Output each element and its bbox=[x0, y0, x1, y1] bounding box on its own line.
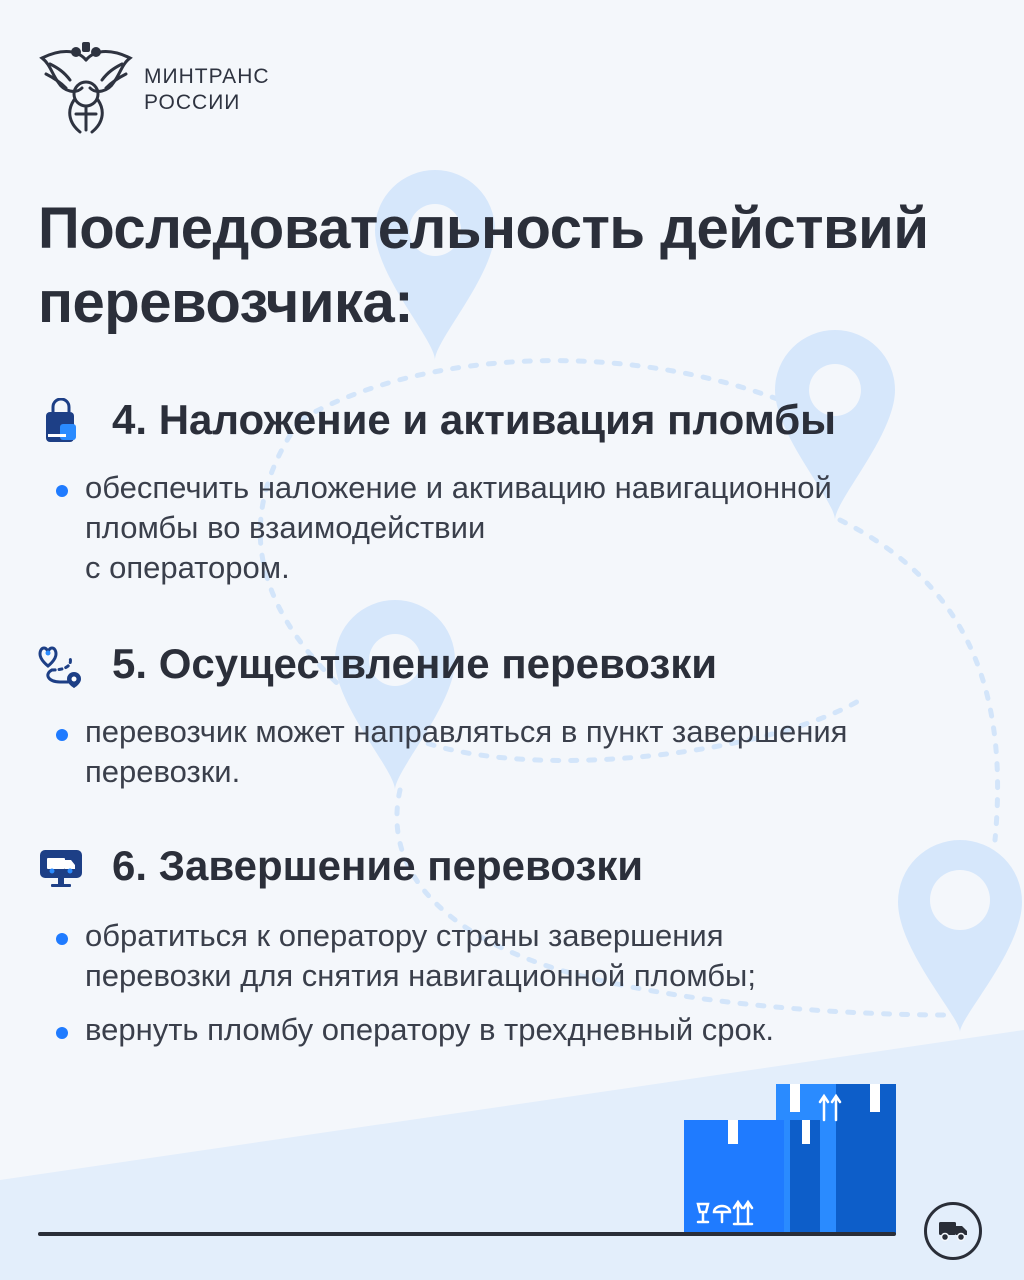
step-number: 4. bbox=[112, 396, 148, 443]
step-6-bullets bbox=[52, 916, 992, 1064]
step-6-header bbox=[38, 836, 998, 896]
bullet-item bbox=[52, 712, 992, 792]
ground-line bbox=[38, 1232, 896, 1236]
bullet-item bbox=[52, 916, 992, 996]
step-title bbox=[112, 634, 717, 694]
truck-monitor-icon bbox=[38, 844, 84, 890]
step-5-header bbox=[38, 634, 998, 694]
bullet-text: обеспечить наложение и активацию навигационной пломбы во взаимодействии с оператором. bbox=[85, 470, 832, 585]
step-4-bullets bbox=[52, 468, 992, 602]
step-title-text: Осуществление перевозки bbox=[158, 640, 718, 687]
route-icon bbox=[38, 642, 84, 688]
page-title bbox=[38, 192, 998, 340]
truck-icon bbox=[938, 1219, 968, 1243]
step-4-header bbox=[38, 390, 998, 450]
org-name-line: РОССИИ bbox=[144, 91, 241, 114]
bullet-text: вернуть пломбу оператору в трехдневный срок. bbox=[85, 1012, 774, 1047]
step-title bbox=[112, 390, 836, 450]
page-title-line: перевозчика: bbox=[38, 270, 414, 335]
page-title-line: Последовательность действий bbox=[38, 196, 929, 261]
step-number: 6. bbox=[112, 842, 148, 889]
cargo-boxes-illustration bbox=[680, 1080, 900, 1234]
bullet-item bbox=[52, 468, 992, 588]
org-name bbox=[144, 64, 270, 116]
bullet-text: перевозчик может направляться в пункт завершения перевозки. bbox=[85, 714, 848, 789]
org-name-line: МИНТРАНС bbox=[144, 65, 270, 88]
step-title-text: Наложение и активация пломбы bbox=[158, 396, 837, 443]
seal-lock-icon bbox=[38, 398, 84, 444]
step-title-text: Завершение перевозки bbox=[158, 842, 644, 889]
bullet-text: обратиться к оператору страны завершения перевозки для снятия навигационной пломбы; bbox=[85, 918, 756, 993]
step-5-bullets bbox=[52, 712, 992, 806]
bullet-item bbox=[52, 1010, 992, 1050]
step-number: 5. bbox=[112, 640, 148, 687]
step-title bbox=[112, 836, 643, 896]
eagle-emblem-icon bbox=[36, 40, 136, 136]
truck-button[interactable] bbox=[924, 1202, 982, 1260]
